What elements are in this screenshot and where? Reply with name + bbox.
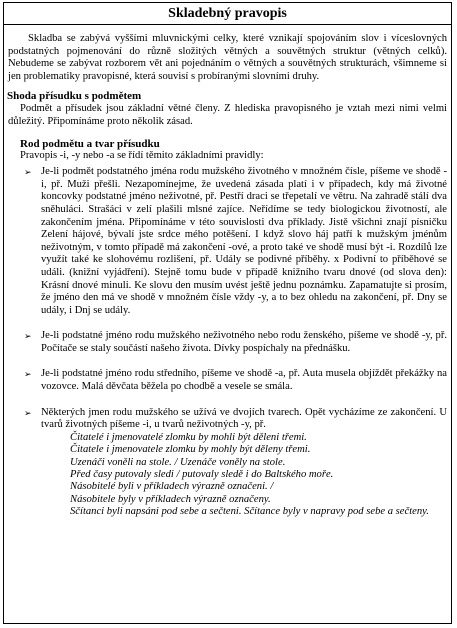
rule-text: Je-li podmět podstatného jména rodu mužského životného v množném čísle, píšeme ve shodě -i, př. Muži přešli. Nezapomínejme, že uvedená zásada platí i v případech, kdy má životné koncovky podstatné jméno neživotné, př. Pestří draci se třepetalí ve větru. Na zahradě stálí dva sněhuláci. Strašáci v zelí plašili mlsné zajíce. Neřídíme se tedy biologickou životností, ale zakončením jména. Připomínáme v této souvislosti dva příklady. Jistě všichni znají písničku Zelení hájové, bývalí jste srdce mého potěšení. I když slovo háj patří k mužským jménům neživotným, v tomto případě má zakončení -ové, a proto také ve shodě musí být -i. Rozdílů lze využít také ke slohovému rozlišení, př. Udály se podivné příběhy. x Podivní to příběhové se událi. (knižní vyjádření). Stejně tomu bude v případě knižního tvaru dnové (od slova den): Krásní dnové minuli. Ke slovu den musím uvést ještě jednu poznámku. Zapamatujte si prosím, že jméno den má ve shodě v množném čísle vždy -y, a to bez ohledu na zakončení, př. Dny se udály, i Dnj se udály. bbox=[41, 166, 447, 316]
rule-item bbox=[4, 330, 447, 355]
arrow-bullet-icon: ➢ bbox=[24, 407, 32, 418]
document-page bbox=[3, 2, 452, 624]
rule-item bbox=[4, 166, 447, 317]
subsection-paragraph-gender: Pravopis -i, -y nebo -a se řídí těmito základními pravidly: bbox=[20, 149, 264, 161]
example-line: Sčítanci byli napsáni pod sebe a sečteni. Sčítance byly v napravy pod sebe a sečteny. bbox=[70, 506, 429, 518]
rule-item bbox=[4, 368, 447, 393]
example-line: Čitatele i jmenovatele zlomku by mohly být děleny třemi. bbox=[70, 444, 311, 456]
subsection-heading-gender: Rod podmětu a tvar přísudku bbox=[20, 137, 160, 150]
intro-paragraph: Skladba se zabývá vyššími mluvnickými celky, které vznikají spojováním slov i víceslovných podstatných pojmenování do různě složitých větných a souvětných struktur (větných celků). Nebudeme se zabývat rozborem vět ani pojednáním o větných a souvětných strukturách, všimneme si jen problematiky pravopisné, která souvisí s probíranými slovními druhy. bbox=[8, 33, 447, 82]
example-line: Násobitelé byli v příkladech výrazně označeni. / bbox=[70, 481, 274, 493]
title-divider bbox=[4, 24, 451, 25]
example-line: Před časy putovaly sledi / putovaly sledě i do Baltského moře. bbox=[70, 469, 334, 481]
page-title: Skladebný pravopis bbox=[168, 6, 287, 21]
examples-block bbox=[70, 432, 447, 519]
arrow-bullet-icon: ➢ bbox=[24, 369, 32, 380]
example-line: Násobitele byly v příkladech výrazně označeny. bbox=[70, 493, 271, 505]
example-line: Uzenáči voněli na stole. / Uzenáče voněly na stole. bbox=[70, 456, 286, 468]
rules-list bbox=[4, 166, 447, 519]
rule-item bbox=[4, 407, 447, 519]
rule-text: Je-li podstatné jméno rodu mužského neživotného nebo rodu ženského, píšeme ve shodě -y, př. Počítače se staly součástí našeho života. Dívky pospíchaly na přednášku. bbox=[41, 330, 447, 354]
example-line: Čitatelé i jmenovatelé zlomku by mohli být děleni třemi. bbox=[70, 431, 307, 443]
rule-text: Je-li podstatné jméno rodu středního, píšeme ve shodě -a, př. Auta musela objíždět překážky na vozovce. Malá děvčata běžela po chodbě a vesele se smála. bbox=[41, 368, 447, 393]
section-heading-agreement: Shoda přísudku s podmětem bbox=[7, 90, 142, 103]
rule-text: Některých jmen rodu mužského se užívá ve dvojích tvarech. Opět vycházíme ze zakončení. U tvarů životných píšeme -i, u tvarů neživotných -y, př. bbox=[41, 406, 447, 431]
section-paragraph-agreement: Podmět a přísudek jsou základní větné členy. Z hlediska pravopisného je vztah mezi nimi velmi důležitý. Připomínáme proto několik zásad. bbox=[8, 103, 447, 127]
arrow-bullet-icon: ➢ bbox=[24, 331, 32, 342]
arrow-bullet-icon: ➢ bbox=[24, 167, 32, 178]
